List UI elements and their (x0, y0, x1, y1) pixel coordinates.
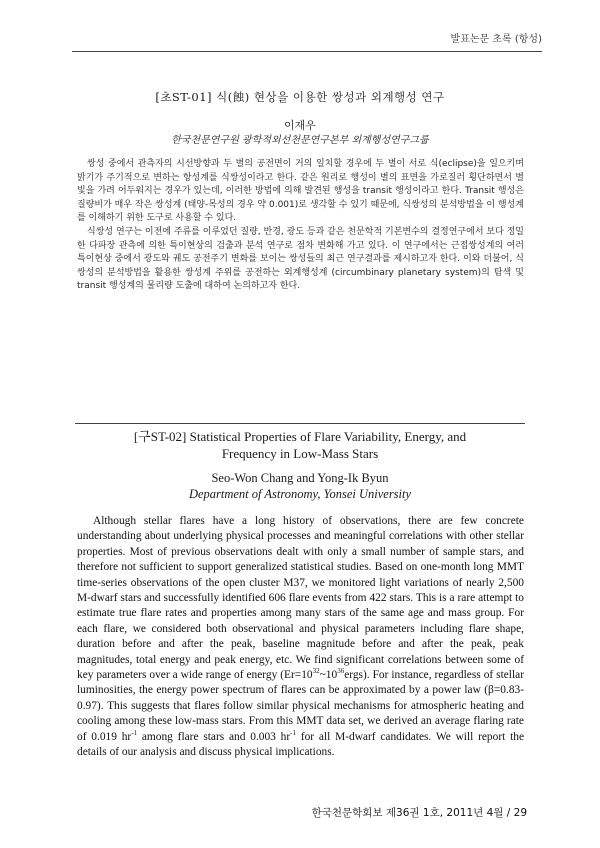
abstract-paragraph: 쌍성 중에서 관측자의 시선방향과 두 별의 공전면이 거의 일치할 경우에 두 별이 서로 식(eclipse)을 일으키며 밝기가 주기적으로 변하는 항성계를 식쌍성이라고 한다. 같은 원리로 행성이 별의 표면을 가로질러 횡단하면서 별빛을 가려 어두워지는 경우가 있는데, 이러한 방법에 의해 발견된 행성을 transit 행성이라고 한다. Transit 행성은 질량비가 매우 작은 쌍성계 (태양-목성의 경우 약 0.001)로 생각할 수 있기 때문에, 식쌍성의 분석방법을 이 행성계를 이해하기 위한 도구로 사용할 수 있다. (77, 159, 524, 224)
header-rule (72, 51, 542, 52)
section-rule (75, 423, 525, 424)
text-run: among flare stars and 0.003 hr (137, 730, 291, 743)
abstract-author: 이재우 (284, 119, 316, 132)
abstract-title-line: [구ST-02] Statistical Properties of Flare Variability, Energy, and (133, 429, 467, 444)
text-run: ergs). For instance, regardless of stellar luminosities, the energy power spectrum of flares can be approximated by a power law (β=0.83-0.97). This suggests that flares follow similar physical mechanisms for atmospheric heating and cooling among these low-mass stars. From this MMT data set, we derived an average flaring rate of 0.019 hr (77, 669, 524, 743)
abstract-body (77, 514, 524, 761)
text-run: for all M-dwarf candidates. We will report the details of our analysis and discuss physical implications. (77, 730, 524, 759)
superscript: -1 (290, 728, 297, 737)
abstract-affiliation: 한국천문연구원 광학적외선천문연구본부 외계행성연구그룹 (171, 135, 429, 146)
superscript: 36 (337, 667, 345, 676)
abstract-paragraph: 식쌍성 연구는 이전에 주류를 이루었던 질량, 반경, 광도 등과 같은 천문학적 기본변수의 결정연구에서 보다 정밀한 다파장 관측에 의한 특이현상의 검출과 분석 연구로 점차 변화해 가고 있다. 이 연구에서는 근접쌍성계의 여러 특이현상 중에서 광도와 궤도 공전주기 변화를 보이는 쌍성들의 최근 연구결과를 제시하고자 한다. 이와 더불어, 식쌍성의 분석방법을 활용한 쌍성계 주위를 공전하는 외계행성계 (circumbinary planetary system)의 탐색 및 transit 행성계의 물리량 도출에 대하여 논의하고자 한다. (77, 226, 525, 292)
abstract-title (0, 428, 600, 462)
text-run: Although stellar flares have a long history of observations, there are few concrete understanding about underlying physical processes and meaningful correlations with other stellar properties. Most of previous observations dealt with only a small number of sample stars, and therefore not sufficient to support generalized statistical studies. Based on one-month long MMT time-series observations of the open cluster M37, we monitored light variations of nearly 2,500 M-dwarf stars and successfully identified 606 flare events from 422 stars. This is a rare attempt to estimate true flare rates and properties among many stars of the same age and mass group. For each flare, we considered both observational and physical parameters including flare shape, duration before and after the peak, baseline magnitude before and after the peak, peak magnitudes, total energy and peak energy, etc. We find significant correlations between some of key parameters over a wide range of energy (Er=10 (77, 515, 524, 682)
abstract-authors: Seo-Won Chang and Yong-Ik Byun (211, 471, 389, 485)
running-head: 발표논문 초록 (항성) (450, 34, 542, 45)
text-run: ~10 (319, 669, 338, 682)
abstract-paragraph (77, 514, 524, 761)
abstract-body (77, 158, 524, 294)
page-footer: 한국천문학회보 제36권 1호, 2011년 4월 / 29 (311, 807, 527, 819)
abstract-affiliation: Department of Astronomy, Yonsei University (188, 487, 412, 501)
abstract-title: [초ST-01] 식(蝕) 현상을 이용한 쌍성과 외계행성 연구 (155, 90, 445, 104)
superscript: 32 (312, 667, 320, 676)
superscript: -1 (131, 728, 138, 737)
abstract-title-line: Frequency in Low-Mass Stars (221, 446, 379, 461)
